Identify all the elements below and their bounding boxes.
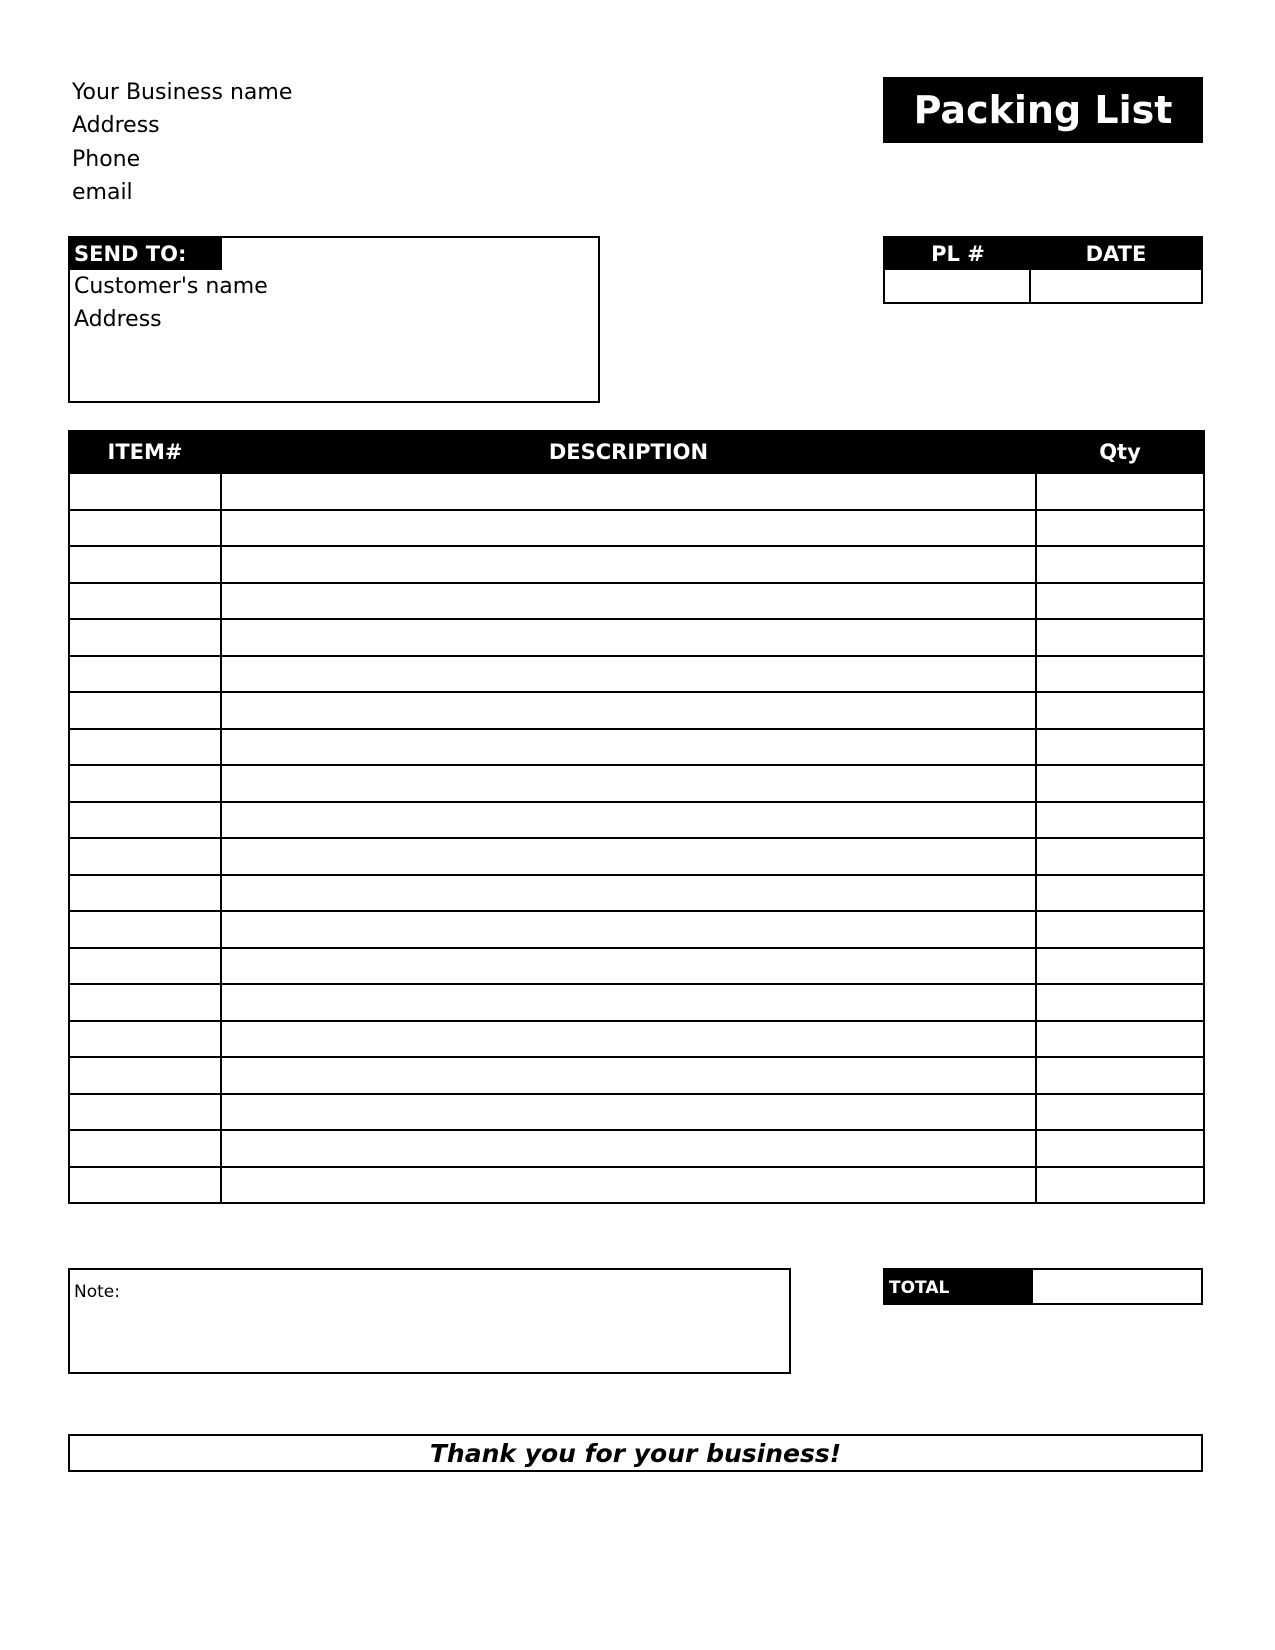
table-row [69, 875, 1204, 912]
qty-cell[interactable] [1036, 692, 1204, 729]
item-number-cell[interactable] [69, 473, 221, 510]
qty-cell[interactable] [1036, 1021, 1204, 1058]
table-row [69, 1130, 1204, 1167]
description-cell[interactable] [221, 875, 1036, 912]
qty-cell[interactable] [1036, 510, 1204, 547]
description-cell[interactable] [221, 948, 1036, 985]
table-row [69, 619, 1204, 656]
items-body [69, 473, 1204, 1203]
description-cell[interactable] [221, 1130, 1036, 1167]
description-cell[interactable] [221, 911, 1036, 948]
item-number-header: ITEM# [69, 431, 221, 473]
item-number-cell[interactable] [69, 911, 221, 948]
pl-date-header [885, 238, 1201, 270]
table-row [69, 1094, 1204, 1131]
table-row [69, 656, 1204, 693]
item-number-cell[interactable] [69, 510, 221, 547]
description-cell[interactable] [221, 802, 1036, 839]
item-number-cell[interactable] [69, 948, 221, 985]
item-number-cell[interactable] [69, 729, 221, 766]
send-to-label: SEND TO: [70, 238, 222, 270]
pl-number-cell[interactable] [885, 270, 1031, 302]
business-address: Address [72, 113, 160, 138]
qty-cell[interactable] [1036, 984, 1204, 1021]
item-number-cell[interactable] [69, 1057, 221, 1094]
description-cell[interactable] [221, 692, 1036, 729]
business-name: Your Business name [72, 80, 293, 105]
table-row [69, 729, 1204, 766]
item-number-cell[interactable] [69, 1021, 221, 1058]
item-number-cell[interactable] [69, 619, 221, 656]
item-number-cell[interactable] [69, 802, 221, 839]
table-row [69, 473, 1204, 510]
table-row [69, 510, 1204, 547]
items-table [68, 430, 1205, 1204]
description-cell[interactable] [221, 1057, 1036, 1094]
table-row [69, 911, 1204, 948]
date-header: DATE [1085, 242, 1147, 266]
customer-address: Address [74, 307, 162, 332]
qty-cell[interactable] [1036, 875, 1204, 912]
qty-cell[interactable] [1036, 838, 1204, 875]
note-box[interactable] [68, 1268, 791, 1374]
item-number-cell[interactable] [69, 546, 221, 583]
description-cell[interactable] [221, 1021, 1036, 1058]
table-row [69, 692, 1204, 729]
qty-cell[interactable] [1036, 948, 1204, 985]
qty-cell[interactable] [1036, 546, 1204, 583]
table-row [69, 765, 1204, 802]
pl-date-table [883, 236, 1203, 304]
qty-cell[interactable] [1036, 911, 1204, 948]
qty-cell[interactable] [1036, 1167, 1204, 1204]
description-cell[interactable] [221, 984, 1036, 1021]
item-number-cell[interactable] [69, 1094, 221, 1131]
item-number-cell[interactable] [69, 656, 221, 693]
qty-cell[interactable] [1036, 656, 1204, 693]
table-row [69, 546, 1204, 583]
table-row [69, 1167, 1204, 1204]
qty-cell[interactable] [1036, 1094, 1204, 1131]
qty-cell[interactable] [1036, 583, 1204, 620]
document-title: Packing List [883, 77, 1203, 143]
table-row [69, 838, 1204, 875]
total-box [883, 1268, 1203, 1305]
item-number-cell[interactable] [69, 583, 221, 620]
table-row [69, 583, 1204, 620]
item-number-cell[interactable] [69, 1130, 221, 1167]
item-number-cell[interactable] [69, 875, 221, 912]
send-to-box[interactable] [68, 236, 600, 403]
qty-cell[interactable] [1036, 1057, 1204, 1094]
qty-cell[interactable] [1036, 619, 1204, 656]
item-number-cell[interactable] [69, 1167, 221, 1204]
description-cell[interactable] [221, 729, 1036, 766]
qty-cell[interactable] [1036, 1130, 1204, 1167]
table-row [69, 1021, 1204, 1058]
business-email: email [72, 180, 133, 205]
item-number-cell[interactable] [69, 838, 221, 875]
qty-header: Qty [1036, 431, 1204, 473]
total-value-cell[interactable] [1033, 1270, 1201, 1303]
business-phone: Phone [72, 147, 141, 172]
qty-cell[interactable] [1036, 729, 1204, 766]
note-label: Note: [74, 1282, 120, 1302]
qty-cell[interactable] [1036, 765, 1204, 802]
table-row [69, 1057, 1204, 1094]
qty-cell[interactable] [1036, 802, 1204, 839]
description-cell[interactable] [221, 473, 1036, 510]
total-label: TOTAL [885, 1270, 1033, 1303]
pl-number-header: PL # [931, 242, 985, 266]
description-cell[interactable] [221, 656, 1036, 693]
description-cell[interactable] [221, 1167, 1036, 1204]
table-row [69, 984, 1204, 1021]
description-cell[interactable] [221, 583, 1036, 620]
description-cell[interactable] [221, 510, 1036, 547]
item-number-cell[interactable] [69, 765, 221, 802]
qty-cell[interactable] [1036, 473, 1204, 510]
items-header-row [69, 431, 1204, 473]
table-row [69, 948, 1204, 985]
description-header: DESCRIPTION [221, 431, 1036, 473]
item-number-cell[interactable] [69, 984, 221, 1021]
table-row [69, 802, 1204, 839]
customer-name: Customer's name [74, 274, 268, 299]
description-cell[interactable] [221, 619, 1036, 656]
item-number-cell[interactable] [69, 692, 221, 729]
description-cell[interactable] [221, 765, 1036, 802]
description-cell[interactable] [221, 1094, 1036, 1131]
description-cell[interactable] [221, 546, 1036, 583]
date-cell[interactable] [1031, 270, 1201, 302]
thank-you-banner: Thank you for your business! [68, 1434, 1203, 1472]
description-cell[interactable] [221, 838, 1036, 875]
